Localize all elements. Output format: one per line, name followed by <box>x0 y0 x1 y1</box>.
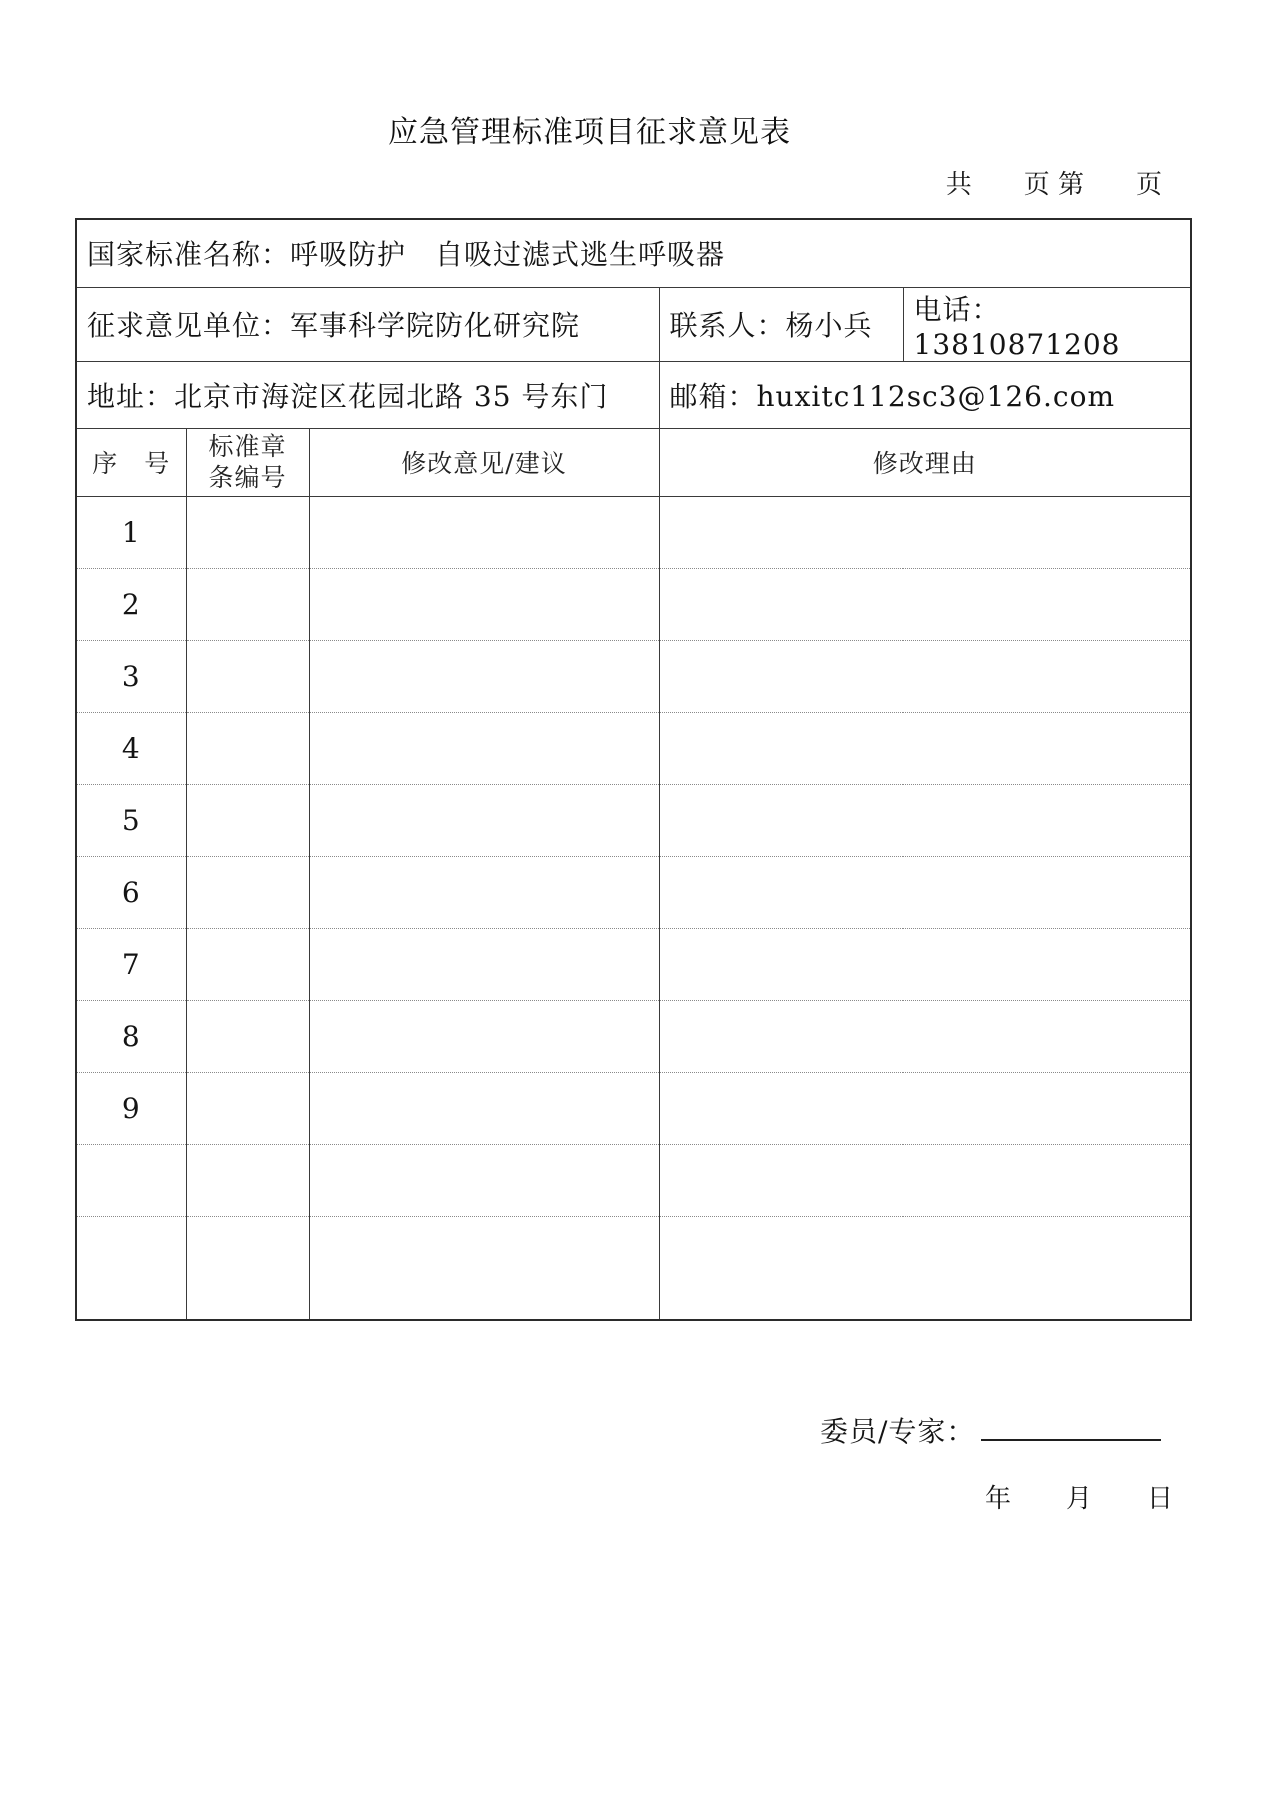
header-suggestion: 修改意见/建议 <box>309 428 659 496</box>
document-content <box>75 0 1190 1321</box>
signature-underline <box>981 1408 1161 1441</box>
cell-suggestion <box>309 496 659 568</box>
table-row <box>76 568 1191 640</box>
cell-seq: 8 <box>76 1000 186 1072</box>
cell-clause <box>186 1216 309 1320</box>
table-row <box>76 640 1191 712</box>
cell-suggestion <box>309 1216 659 1320</box>
cell-seq <box>76 1144 186 1216</box>
table-row <box>76 1144 1191 1216</box>
table-row <box>76 1000 1191 1072</box>
field-email: 邮箱：huxitc112sc3@126.com <box>659 361 1191 428</box>
cell-suggestion <box>309 568 659 640</box>
cell-reason <box>659 568 1191 640</box>
header-clause <box>186 428 309 496</box>
cell-seq: 1 <box>76 496 186 568</box>
cell-seq: 7 <box>76 928 186 1000</box>
cell-suggestion <box>309 640 659 712</box>
header-clause-line1: 标准章 <box>208 432 287 461</box>
row-address-email <box>76 361 1191 428</box>
cell-clause <box>186 496 309 568</box>
cell-seq: 9 <box>76 1072 186 1144</box>
header-seq: 序 号 <box>76 428 186 496</box>
table-header-row <box>76 428 1191 496</box>
cell-reason <box>659 640 1191 712</box>
cell-suggestion <box>309 1144 659 1216</box>
table-row <box>76 928 1191 1000</box>
cell-seq: 3 <box>76 640 186 712</box>
cell-reason <box>659 1144 1191 1216</box>
cell-seq <box>76 1216 186 1320</box>
row-unit-contact-phone <box>76 287 1191 361</box>
signature-line <box>820 1408 1161 1450</box>
date-line: 年 月 日 <box>985 1484 1175 1514</box>
comment-form-table <box>75 218 1192 1321</box>
table-row <box>76 1072 1191 1144</box>
cell-suggestion <box>309 712 659 784</box>
field-standard-name: 国家标准名称：呼吸防护 自吸过滤式逃生呼吸器 <box>76 219 1191 287</box>
cell-reason <box>659 1216 1191 1320</box>
cell-seq: 2 <box>76 568 186 640</box>
header-reason: 修改理由 <box>659 428 1191 496</box>
table-row <box>76 856 1191 928</box>
cell-clause <box>186 1144 309 1216</box>
cell-seq: 4 <box>76 712 186 784</box>
signature-label: 委员/专家： <box>820 1414 976 1448</box>
cell-suggestion <box>309 1072 659 1144</box>
table-row <box>76 712 1191 784</box>
cell-clause <box>186 784 309 856</box>
cell-suggestion <box>309 1000 659 1072</box>
field-contact: 联系人：杨小兵 <box>659 287 903 361</box>
cell-suggestion <box>309 856 659 928</box>
field-address: 地址：北京市海淀区花园北路 35 号东门 <box>76 361 659 428</box>
cell-clause <box>186 640 309 712</box>
cell-clause <box>186 1000 309 1072</box>
page-title: 应急管理标准项目征求意见表 <box>388 115 791 150</box>
field-phone: 电话：13810871208 <box>903 287 1191 361</box>
cell-clause <box>186 928 309 1000</box>
cell-reason <box>659 1000 1191 1072</box>
cell-seq: 5 <box>76 784 186 856</box>
table-row <box>76 784 1191 856</box>
field-soliciting-unit: 征求意见单位：军事科学院防化研究院 <box>76 287 659 361</box>
table-row <box>76 496 1191 568</box>
cell-reason <box>659 784 1191 856</box>
cell-suggestion <box>309 928 659 1000</box>
row-standard-name <box>76 219 1191 287</box>
cell-reason <box>659 1072 1191 1144</box>
cell-reason <box>659 856 1191 928</box>
page-counter: 共 页 第 页 <box>945 170 1162 200</box>
cell-clause <box>186 1072 309 1144</box>
cell-reason <box>659 496 1191 568</box>
cell-clause <box>186 712 309 784</box>
cell-seq: 6 <box>76 856 186 928</box>
cell-reason <box>659 928 1191 1000</box>
cell-clause <box>186 568 309 640</box>
cell-suggestion <box>309 784 659 856</box>
cell-clause <box>186 856 309 928</box>
header-clause-line2: 条编号 <box>208 463 287 492</box>
cell-reason <box>659 712 1191 784</box>
table-row <box>76 1216 1191 1320</box>
